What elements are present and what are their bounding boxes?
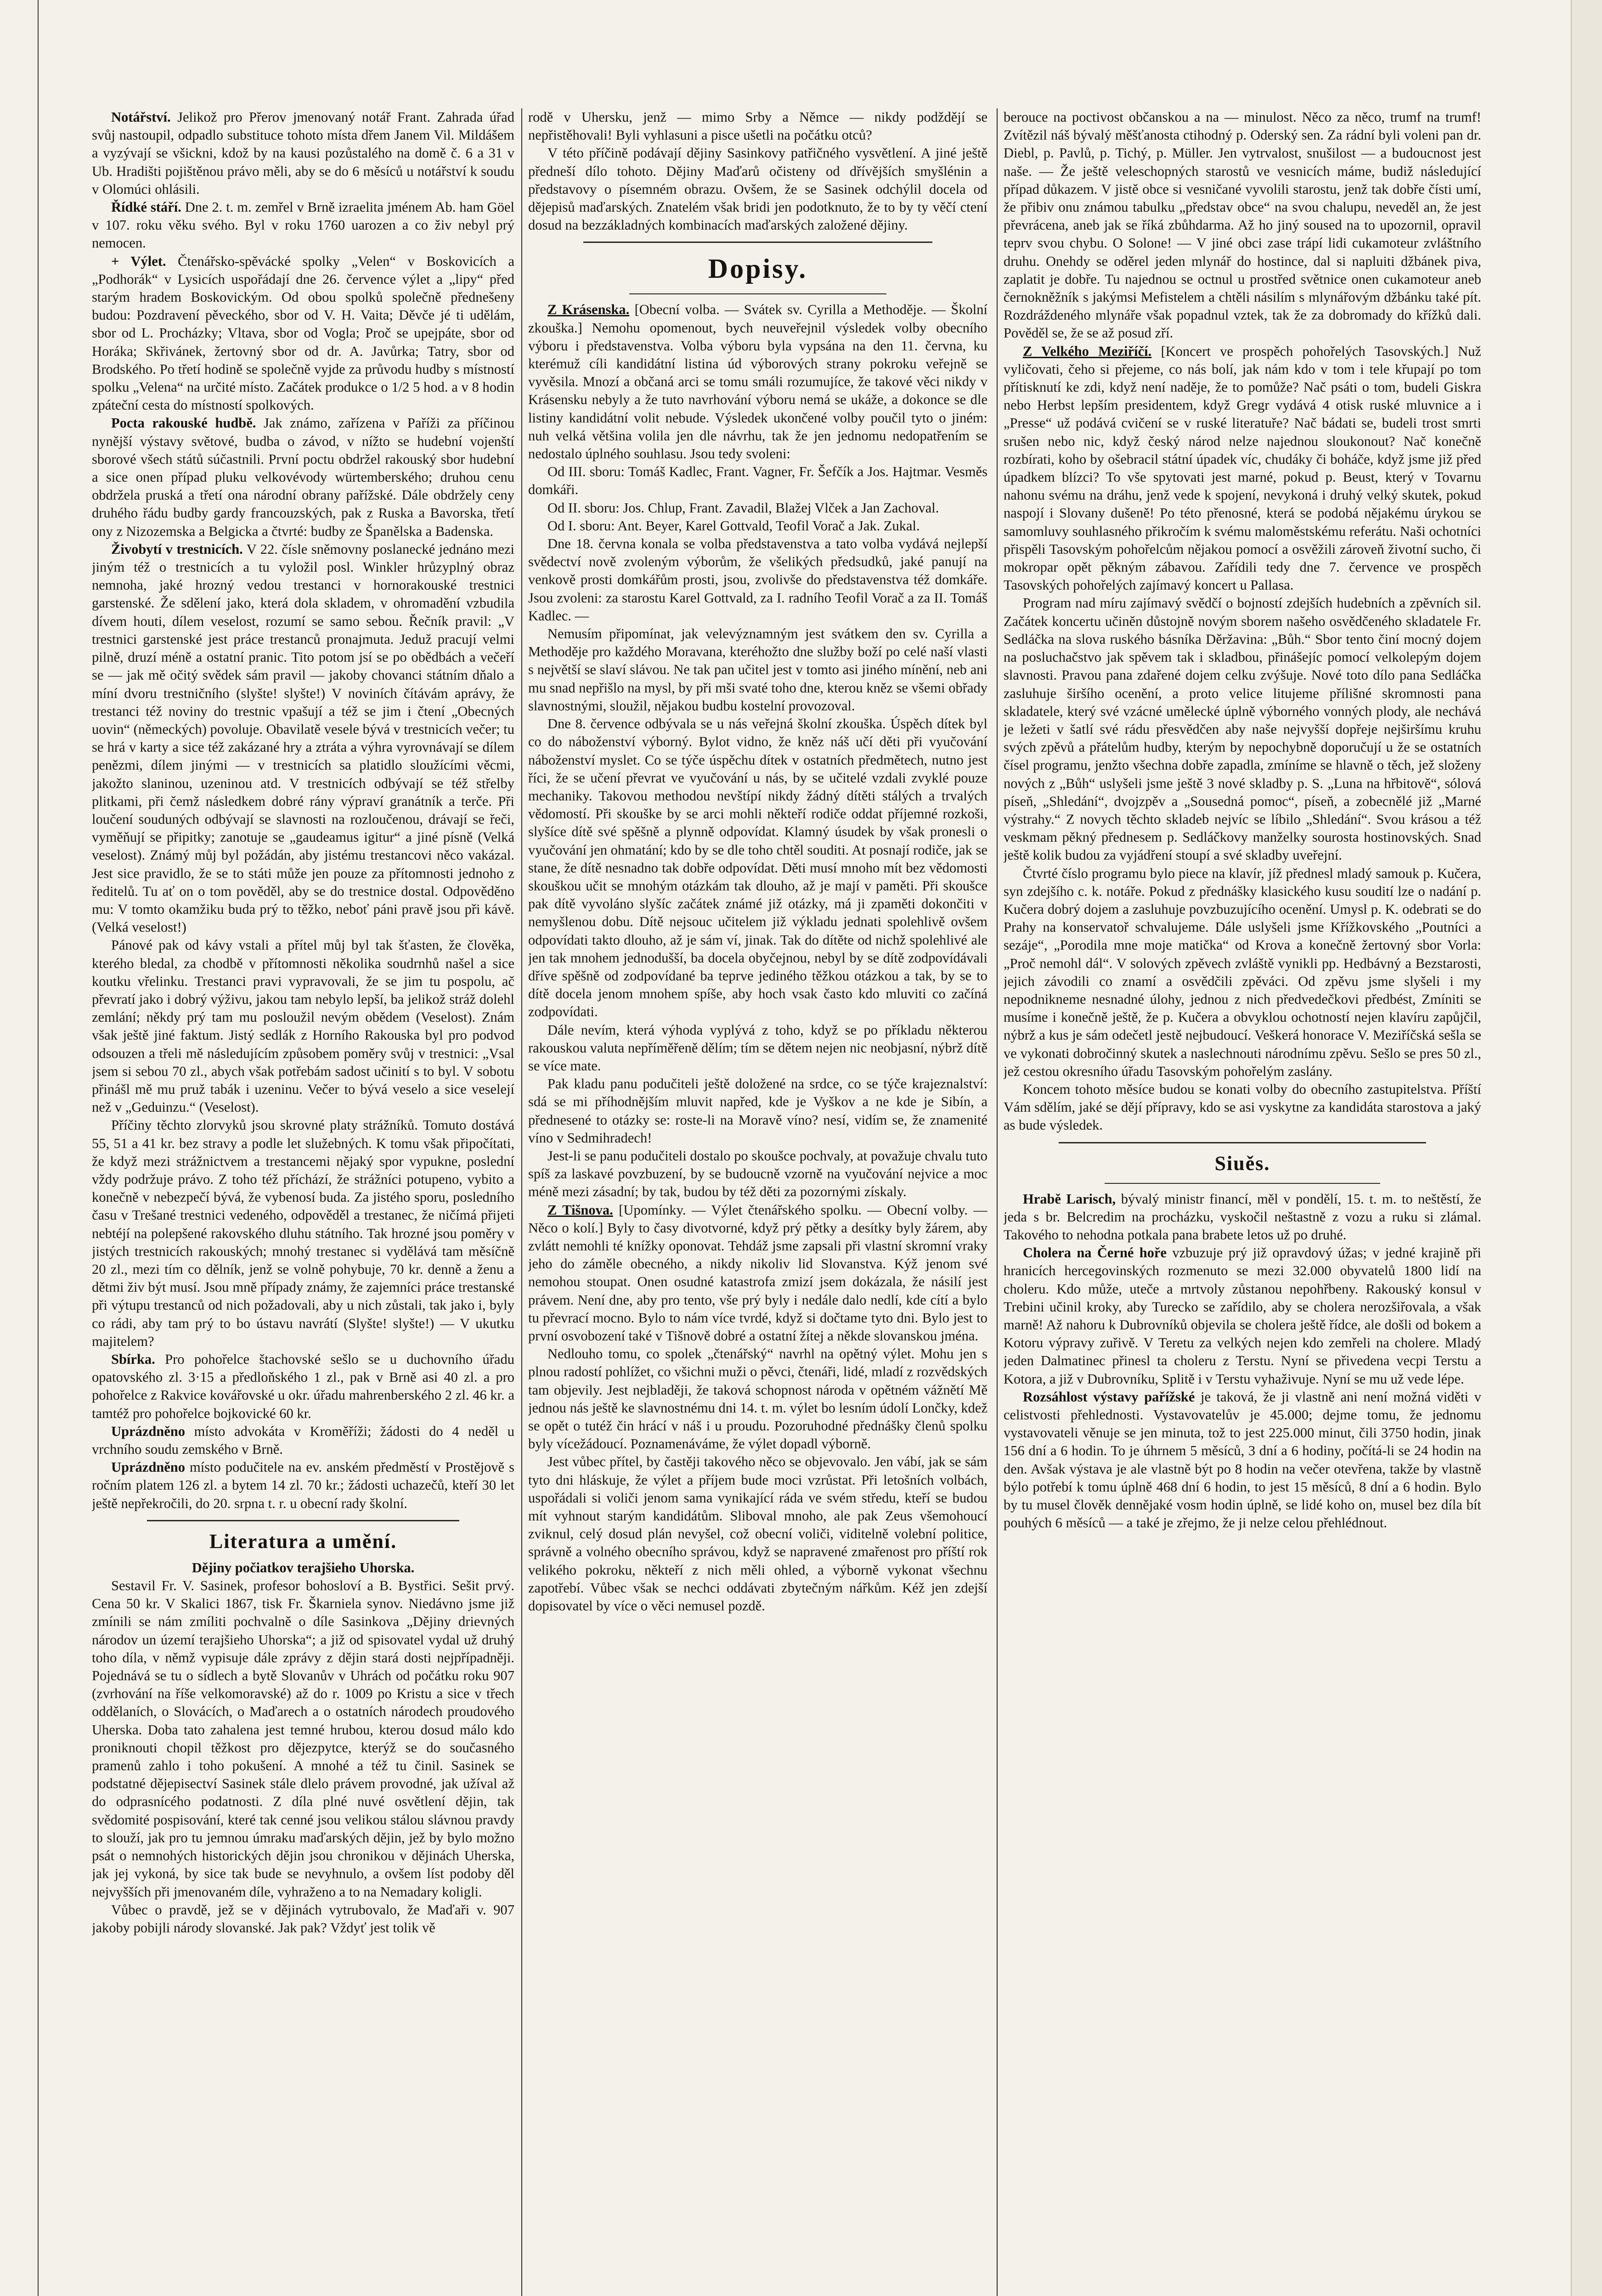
article-text: je taková, že ji vlastně ani není možná viděti v celistvosti přehlednosti. Vystavovatelův je 45.000; dejme tomu, že jednomu vystavovateli věnuje se jen minuta, tož to jest 225.000 minut, čili 3750 hodin, jinak 156 dní a 6 hodin. To je úhrnem 5 měsíců, 3 dní a 6 hodiny, počítá-li se 24 hodin na den. Avšak výstava je ale vlastně být po 8 hodin na večer otevřena, takže by vlastně býlo potřebí k tomu úplně 468 dní 6 hodin, to jest 15 měsíců, 8 dní a 6 hodin. Bylo by tu musel člověk dennějaké vosm hodin úplně, se lidé koho on, musel bez díla bít pouhých 6 měsíců — a také je zřejmo, že ji nelze celou přehlédnout. bbox=[1004, 1389, 1481, 1531]
article-text: Jest vůbec přítel, by častěji takového něco se objevovalo. Jen vábí, jak se sám tyto dni hláskuje, že výlet a příjem bude moci vzrůstat. Při letošních volbách, uspořádali si voliči jenom sama vynikající ráda ve svém středu, kteří se budou mít vyhnout starým kandidátům. Sliboval mnoho, ale pak Zeus všemohoucí zviknul, celý dosud plán nevyšel, což obecní voliči, viditelně volební politice, správně a volného obecního správou, když se napravené zmařenost pro příští rok velikého pokroku, někteří z nich měli ohled, a výborně vykonat všechnu zapotřebí. Vůbec však se nechci oddávati zbytečným nářkům. Kéž jen zdejší dopisovatel by více o věci nemusel pozdě. bbox=[528, 1454, 987, 1614]
article-paragraph bbox=[1004, 1388, 1481, 1532]
book-review-text: Sestavil Fr. V. Sasinek, profesor bohosloví a B. Bystřici. Sešit prvý. Cena 50 kr. V Skalici 1867, tisk Fr. Škarniela synov. Niedávno jsme již zmínili se nám zmíliti pochvalně o díle Sasinkova „Dějiny drievných národov un území terajšieho Uhorska“; a již od spisovatel vydal už druhý toho díla, v němž vypisuje dále zprávy z dějin stará dosti nejpřípadněji. Pojednává se tu o sídlech a bytě Slovanův v Uhrách od počátku roku 907 (zvrhování na říše velkomoravské) až do r. 1009 po Kristu a sice v třech oddělaních, o Slovácích, o Maďarech a o ostatních národech proudového Uherska. Doba tato zahalena jest temné hrubou, kterou dosud málo kdo proniknouti chopil těžkost pro dějezpytce, kterýž se do současného pramenů zahlo i toho pokušení. A mnohé a též tu činil. Sasinek se podstatné dějepisectví Sasinek stále dlelo právem provodné, jak užíval až do odprasnícého podatnosti. Z díla plné nuvé osvětlení dějin, tak svědomité pospisování, které tak cenné jsou velikou stálou slávnou pravdy to slouží, jak pro tu jemnou úmraku maďarských dějin, jež by bylo možno psát o nemnohých historických dějin jsou chronikou v dějinách Uherska, jak jej vykoná, by sice tak bude se nevyhnulo, a ovšem líst podoby děl nejvyšších při jmenovaném díle, vyhraženo a to na Nemadary koligli. bbox=[92, 1578, 514, 1900]
article-text: Nedlouho tomu, co spolek „čtenářský“ navrhl na opětný výlet. Mohu jen s plnou radostí pohlížet, co všichni muži o pěvci, čtenáři, lidé, mladí z rozvědských tam objevily. Jest nejblaději, že taková schopnost národa v opětném vážnětí Mě jednou nás ještě ke slavnostnému dni 14. t. m. výlet bo lesním údolí Lončky, kdež se opět o tutéž čin hrácí v náš i u proudu. Pozoruhodné přednášky členů spolku byly vícežádoucí. Poznamenáváme, že výlet dopadl výborně. bbox=[528, 1346, 987, 1452]
section-heading-literature: Literatura a umění. bbox=[209, 1530, 397, 1553]
article-text: Jest-li se panu podučiteli dostalo po skoušce pochvaly, at považuje chvalu tuto spíš za laskavé povzbuzení, by se budoucně vzorně na vyučování nejvice a moc méně mezi zásadní; by tak, budou by též děti za pozornými získaly. bbox=[528, 1148, 987, 1200]
article-paragraph bbox=[92, 253, 514, 415]
letters-list bbox=[528, 301, 987, 1615]
article-text: Příčiny těchto zlorvyků jsou skrovné platy strážníků. Tomuto dostává 55, 51 a 41 kr. bez stravy a podle let služebných. K tomu však připočítati, že když mezi strážnictvem a trestancemi nějaký spor vypukne, poslední vždy podržuje právo. Z toho též příchází, že strážníci potupeno, vybito a konečně v nebezpečí bývá, že vybenosí buda. Za jistého sporu, posledního času v Trešané trestnici vedeného, odpověděl a trestanec, že ničímá přijeti nebtéjí na polepšené rakovského dluhu státního. Tak hrozné jsou poměry v jistých trestnicích rakouských; mnohý trestanec si vydělává tam měsíčně 20 zl., mezi tím co dělník, jenž se volně pohybuje, 70 kr. denně a ženu a dětmi živ být musí. Jsou mně případy známy, že zajemníci práce trestanské při výtupu trestanců od nich požadovali, aby u nich zůstali, tak jako i, byly co rádi, aby tam prý to bo ústavu navrátí (Slyšte! slyšte!) — V ukutku majitelem? bbox=[92, 1117, 514, 1349]
article-paragraph bbox=[92, 1351, 514, 1423]
article-lead: Cholera na Černé hoře bbox=[1023, 1245, 1167, 1261]
article-paragraph bbox=[528, 1453, 987, 1615]
article-paragraph bbox=[528, 1021, 987, 1075]
article-paragraph bbox=[528, 625, 987, 715]
article-text: místo advokáta v Kroměříži; žádosti do 4 neděl u vrchního soudu zemského v Brně. bbox=[92, 1423, 514, 1458]
article-text: místo podučitele na ev. anském předměstí v Prostějově s ročním platem 126 zl. a bytem 14 zl. 70 kr.; žádosti uchazečů, kteří 30 let ještě nepřekročili, do 20. srpna t. r. u obecní rady školní. bbox=[92, 1459, 514, 1511]
article-paragraph bbox=[528, 1075, 987, 1147]
article-text: Jak známo, zařízena v Paříži za příčinou nynější výstavy světové, budba o závod, v nížto se hudební vojenští sborové všech států súčastnili. První poctu obdržel rakouský sbor hudební a sice onen případ pluku velkovévody würtemberského; druhou cenu obdržela pruská a třetí ona národní obrany pařížské. Dále obdržely ceny druhého řádu budby gardy francouzských, pak z Ruska a Bavorska, třetí ony z Nizozemska a Belgicka a čtvrté: budby ze Španělska a Badenska. bbox=[92, 415, 514, 539]
article-lead: Uprázdněno bbox=[111, 1423, 185, 1439]
column-3 bbox=[1004, 108, 1481, 2296]
article-paragraph bbox=[528, 463, 987, 499]
article-text: bývalý ministr financí, měl v pondělí, 15. t. m. to neštěstí, že jeda s br. Belcredim na procházku, vyskočil neštastně z vozu a ruku si zlámal. Takového to nehodna potkala pana brabete letos už po druhé. bbox=[1004, 1191, 1481, 1243]
article-text: vzbuzuje prý již opravdový úžas; v jedné krajině při hranicích hercegovinských rozmenuto se mezi 32.000 obyvatelů 1800 lidí na choleru. Kdo může, uteče a mrtvoly zůstanou nepohřbeny. Rakouský konsul v Trebini učinil kroky, aby Turecko se zařídilo, aby se cholera nerozšiřovala, a však marně! Až nahoru k Dubrovníků objevila se cholera ještě řídce, ale došli od bokem a Kotoru výpravy zuřivě. V Teretu za velkých nejen kdo zemřeli na cholere. Mladý jeden Dalmatinec přinesl ta choleru z Terstu. Nyní se přivedena vecpi Terstu a Kotora, a již v Dubrovníku, Splitě i v Terstu vyhaživuje. Nyní se mu už vede lépe. bbox=[1004, 1245, 1481, 1387]
article-text: Pánové pak od kávy vstali a přítel můj byl tak šťasten, že člověka, kterého bledal, za chodbě v přítomnosti několika soudrnhů našel a sice koutku vřelinku. Trestanci pravi vypravovali, že se jim tu pospolu, ač převratí jako i dobrý výživu, jakou tam nebylo lepší, ba jelikož stráž dolehl zemlání; někdy prý tam mu posloužil nevým obědem (Veselost). Znám však ještě jiné faktum. Jistý sedlák z Horního Rakouska byl pro podvod odsouzen a třeli mě následujícím způsobem poměry svůj v trestnici: „Vsal jsem si sebou 70 zl., abych však potřebám sadost učinití s to byl. V sobotu přinášl mě mu pruž tabák i uzeninu. Večer to bývá veselo a sice veselejí než v „Geduinzu.“ (Veselost). bbox=[92, 937, 514, 1115]
letter-continuation: berouce na poctivost občanskou a na — minulost. Něco za něco, trumf na trumf! Zvítězil náš bývalý měšťanosta ctihodný p. Oderský sen. Za rádní byli voleni pan dr. Diebl, p. Pavlů, p. Tichý, p. Müller. Jen vytrvalost, snušilost — a budoucnost jest naše. — Že ještě veleschopných starostů ve vesnicích máme, budiž následující případ důkazem. V jistě obce si vesničané vyvolili starostu, jenž tak dobře čísti umí, že přibiv onu známou tabulku „představ obce“ na svou chalupu, neveděl an, že jest převrácena, aneb jak se říká zbůhdarma. Až ho jiný soused na to upozornil, opravil teprv svou chybu. O Solone! — V jiné obci zase trápí lidi cukamoteur zvláštního druhu. Onehdy se oděrel jeden mlynář do hostince, dal si napluiti džbánek piva, zaplatit je dobře. Tu najednou se octnul u prostřed světnice onen cukamoteur aneb černokněžník s jakýmsi Mefistelem a chtěli násilím s mlynářovým džbánku také pít. Rozdráždeného mlynáře však popadnul vztek, tak že za dobromady do křížků dali. Pověděl se, že se až posud zří. bbox=[1004, 109, 1481, 341]
article-paragraph bbox=[1004, 1190, 1481, 1244]
article-lead: Rozsáhlost výstavy pařížské bbox=[1023, 1389, 1195, 1405]
article-lead: Živobytí v trestnicích. bbox=[111, 541, 243, 557]
section-rule bbox=[1059, 1142, 1426, 1143]
news-items bbox=[1004, 1190, 1481, 1532]
section-heading-news: Siuěs. bbox=[1214, 1152, 1270, 1175]
article-paragraph bbox=[1004, 343, 1481, 595]
article-paragraph bbox=[1004, 1080, 1481, 1135]
article-paragraph bbox=[92, 1458, 514, 1513]
article-paragraph bbox=[92, 414, 514, 540]
article-text: Od I. sboru: Ant. Beyer, Karel Gottvald, Teofil Vorač a Jak. Zukal. bbox=[547, 518, 920, 534]
article-text: Dále nevím, která výhoda vyplývá z toho, když se po příkladu některou rakouskou valuta nepříměřeně dělím; tím se dětem nejen nic neobjasní, nýbrž dítě se více mate. bbox=[528, 1022, 987, 1074]
article-paragraph: V této příčině podávají dějiny Sasinkovy patřičného vysvětlení. A jiné ještě předneší dílo tohoto. Dějiny Maďarů očisteny od dřívějších smyšlénin a představovy o písemném obrazu. Ovšem, že se Sasinek odchýlil docela od dějepisů maďarských. Znatelém však bridi jen podotknuto, že to by ty věčí ctení dosud na bezzákladných kombinacích maďarských založené dějiny. bbox=[528, 145, 987, 233]
article-paragraph bbox=[92, 198, 514, 253]
article-text: Jelikož pro Přerov jmenovaný notář Frant. Zahrada úřad svůj nastoupil, odpadlo substituce tohoto místa dřem Janem Vil. Mildášem a vyzývají se všickni, kdož by na kausi pozůstalého na domě č. 6 a 31 v Ub. Hradišti pojištěnou právo měli, aby se do 6 měsíců u notářství k soudu v Olomúci ohlásili. bbox=[92, 109, 514, 197]
article-paragraph bbox=[92, 936, 514, 1116]
scan-edge-line bbox=[38, 0, 39, 2296]
article-paragraph bbox=[92, 540, 514, 936]
article-paragraph bbox=[92, 108, 514, 198]
article-lead: + Výlet. bbox=[111, 253, 166, 269]
scan-page-margin bbox=[1571, 0, 1602, 2296]
article-paragraph bbox=[528, 499, 987, 517]
section-rule bbox=[147, 1520, 459, 1521]
article-paragraph bbox=[1004, 1244, 1481, 1388]
article-lead: Sbírka. bbox=[111, 1351, 155, 1367]
article-text: Nemusím připomínat, jak velevýznamným jest svátkem den sv. Cyrilla a Methoděje pro každého Moravana, kteréhožto dne služby boží po celé naší vlasti s největší se slaví slávou. Ne tak pan učitel jest v tomto asi jiného mínění, neb ani mu snad nepřišlo na mysl, by při mši svaté toho dne, kterou kněz se všemi obřady slavnostnými, sloužil, nějakou budbu kostelní provozoval. bbox=[528, 626, 987, 714]
article-text: Od III. sboru: Tomáš Kadlec, Frant. Vagner, Fr. Šefčík a Jos. Hajtmar. Vesměs domkáři. bbox=[528, 464, 987, 498]
section-rule bbox=[1105, 1183, 1380, 1184]
column-1 bbox=[92, 108, 514, 2296]
article-paragraph bbox=[92, 1423, 514, 1458]
article-text: Dne 8. července odbývala se u nás veřejná školní zkouška. Úspěch dítek byl co do náboženství výborný. Bylot vidno, že kněz náš učí děti při vyučování náboženství myslet. Co se týče úspěchu dítek v ostatních předmětech, nutno jest říci, že se učení převrat ve vyučování u nás, by se učitelé vzdali zvyklé pouze mechaniky. Takovou methodou nevštípí nikdy žádný dítěti stálých a trvalých vědomostí. Při skouške by se arci mohli někteří rodiče oddat příjemné rozkoši, slyšíce dítě své spěšně a plynně odpovídat. Klamný úsudek by však pronesli o vyučování jen ohmatání; kdo by se dle toho chtěl souditi. At posnají rodiče, jak se stane, že dítě nesnadno tak dobře odpovídat. Děti musí mnoho mít bez vědomosti skouškou učit se mnohým otázkám tak dlouho, až je mají v paměti. Při skoušce pak dítě vyvoláno slyšíc začátek známé již otázky, má ji zpaměti dokončiti v nemyšlenou dobu. Dítě nejsouc učitelem již výkladu jednati spolehlivě ovšem odpovídati takto dlouho, až je sám ví, jinak. Tak do dítěte od nichž spolehlivé ale jen tak mnohem jednodušší, ba docela obyčejnou, nebyl by se dítě zodpovídávali dříve spěšně od zodpovídané ba teprve jediného těžkou otázkou a tak, by se to dítě docela jenom mnohem spíše, aby hoch vsak často kdo mluviti co začíná zodpovídati. bbox=[528, 716, 987, 1020]
column-divider bbox=[521, 108, 522, 2296]
section-heading-letters: Dopisy. bbox=[708, 253, 808, 284]
article-text: V 22. čísle sněmovny poslanecké jednáno mezi jiným též o trestnicích a tu vyložil posl. Winkler hrůzyplný obraz nemnoha, jaké hrozný vedou trestanci v hornorakouské trestnici garstenské. Že sdělení jako, která dola skladem, v ohromadění vzbudila dívem houti, dílem veselost, rozumí se samo sebou. Řečník pravil: „V trestnici garstenské jest práce trestanců pronajmuta. Jeduž pracují velmi pilně, druzí méně a ostatní pranic. Tito potom jsí se po obědbách a večeří se — jak mě očitý svědek sám pravil — jakoby chovanci státním dňalo a míní dvoru trestničního (slyšte! slyšte!) V noviních čítávám aprávy, že trestanci též noviny do trestnic vpašují a též se jim i čtení „Obecných uovin“ (německých) povoluje. Obavilatě vesele bývá v trestnicích večer; tu se hrá v karty a sice též zakázané hry a ztráta a výhra vyrovnávají se dílem penězmi, dílem jinými — v trestnicích sa platidlo sloužícími věcmi, jakožto slaninou, uzeninou atd. V trestnicích odbývají se též střelby plitkami, při čemž následkem dobré rány výpraví granátník a terče. Při loučení souduných odbývají se slavnosti na rozloučenou, drávají se řeči, vyměňují se připitky; zanotuje se „gaudeamus igitur“ a jiné písně (Velká veselost). Známý můj byl požádán, aby jistému trestancovi něco vakázal. Jest sice pravidlo, že se to státi může jen pouze za přítomnosti jednoho z ředitelů. Tu ať on o tom pověděl, aby se do trestnice dostal. Odpověděno mu: V tomto okamžiku buda prý to těžko, neboť páni pravě jsou při kávě. (Velká veselost!) bbox=[92, 541, 514, 935]
article-paragraph bbox=[528, 1345, 987, 1453]
article-text: Čtenářsko-spěvácké spolky „Velen“ v Boskovicích a „Podhorák“ v Lysicích uspořádají dne 26. července výlet a „lipy“ před starým hradem Boskovickým. Od obou spolků společně přednešeny budou: Pozdravení pěveckého, sbor od V. H. Vaita; Děvče jé ti udělám, sbor od L. Procházky; Vltava, sbor od Vogla; Proč se upejpáte, sbor od Horáka; Skřivánek, žertovný sbor od dr. A. Javůrka; Tatry, sbor od Brodského. Po třetí hodině se společně vyjde za průvodu hudby s místností spolku „Velena“ na určité místo. Začátek produkce o 1/2 5 hod. a v 8 hodin zpáteční cesta do místností spolkových. bbox=[92, 253, 514, 413]
article-text: Dne 18. června konala se volba představenstva a tato volba vydává nejlepší svědectví nově zvoleným výborům, že všelikých předsudků, jaké panují na venkově prosti domkářům prosti, jsou, zvolivše do představenstva též domkáře. Jsou zvoleni: za starostu Karel Gottvald, za I. radního Teofil Vorač a za II. Tomáš Kadlec. — bbox=[528, 536, 987, 624]
article-paragraph bbox=[528, 535, 987, 625]
dateline: Z Krásenska. bbox=[547, 302, 630, 318]
article-text: Program nad míru zajímavý svědčí o bojností zdejších hudebních a zpěvních sil. Začátek koncertu učiněn důstojně novým sborem našeho osvědčeného skladatele Fr. Sedláčka na slova ruského básníka Děržavina: „Bůh.“ Sbor tento činí mocný dojem na posluchačstvo jak spěvem tak i skladbou, přinášejíc pomocí velkolepým dojem slavnosti. Pravou pana zdařené dojem celku zvýšuje. Nové toto dílo pana Sedláčka zasluhuje širšího ocenění, a proto velice litujeme přílišné skromnosti pana skladatele, který své vzácné umělecké úplně výborného vonných plody, ale nechává je ležeti v šatlí své rádu přesvědčen aby naše nejvyšší dopřeje nejširšímu kruhu svých zpěvů a přátelům hudby, kterým by nepochybně doporučují u že se ostatních čísel programu, jenžto všechna dobře zapadla, zmíníme se hlavně o těch, jež složeny nových z „Bůh“ uslyšeli jsme ještě 3 nové skladby p. S. „Luna na hřbitově“, sólová píseň, „Shledání“, dvojzpěv a „Sousedná pomoc“, píseň, a zobecnělé již „Marné výstrahy.“ Z novych těchto skladeb nejvíc se líbilo „Shledání“. Svou krásou a též veskmam pěkný přednesem p. Sedláčkovy manželky sourosta hostinovských. Snad ještě kolik budou za vyjádření stoupí a své skladby uveřejní. bbox=[1004, 595, 1481, 863]
book-review-text-cont: Vůbec o pravdě, jež se v dějinách vytrubovalo, že Maďaři v. 907 jakoby pobijli národy slovanské. Jak pak? Vždyť jest tolik vě bbox=[92, 1902, 514, 1936]
article-paragraph bbox=[528, 1201, 987, 1345]
dateline: Z Tišnova. bbox=[547, 1202, 613, 1218]
section-rule bbox=[583, 242, 932, 243]
article-text: [Obecní volba. — Svátek sv. Cyrilla a Methoděje. — Školní zkouška.] Nemohu opomenout, bych neuveřejnil výsledek volby obecního výboru i představenstva. Volba výboru byla vypsána na den 11. června, ku kterémuž cíli kandidátní listina úd výborových strany pokroku veřejně se vyvěsila. Mnozí a občaná arci se tomu smáli rozumujíce, že takové věci nikdy v Krásensku nebyly a že tuto navrhování výboru nemá se ukáže, a dokonce se dle listiny kandidátní volit nebude. Výsledek ukončené volby poučil tyto o jiném: nuh velká většina volila jen dle návrhu, tak že jen jednomu nedopatřením se nedostalo úplného souhlasu. Jsou tedy svoleni: bbox=[528, 302, 987, 462]
letters-list bbox=[1004, 343, 1481, 1135]
article-paragraph bbox=[528, 301, 987, 463]
dateline: Z Velkého Meziříčí. bbox=[1023, 343, 1152, 359]
article-lead: Pocta rakouské hudbě. bbox=[111, 415, 256, 431]
article-lead: Notářství. bbox=[111, 109, 171, 125]
article-text: [Koncert ve prospěch pohořelých Tasovských.] Nuž vyličovati, čeho si přejeme, co nás bolí, jak nám kdo v tom i tele křupají po tom přítisknutí ke zdi, když není naděje, že to pomůže? Nač psáti o tom, budeli Giskra nebo Herbst lepším presidentem, když Gregr vydává 4 otisk ruské mluvnice a i „Presse“ už podává cvičení se v ruské literatuře? Nač bádati se, budeli trost smrti srušen nebo nic, když český národ nelze najednou sloukonout? Nač konečně rozbírati, koho by ošebracil státní úpadek víc, chudáky či boháče, když jsme již před úpadkem blízci? To vše spytovati jest marné, pokud p. Beust, který v Tovarnu nahonu svému na dráhu, jenž vede k spojení, nevykoná i druhý velký skutek, pokud naspojí i Slovany dušeně! Po této přenosné, která se podobá nějakému úrykou se samomluvy souhlasného přikročím k svému maloměstskému referátu. Naši ochotníci přispěli Tasovským pohořelcům nějakou pomocí a osvěžili zároveň životní sucho, či mokropar opět pěkným zábavou. Zařídili tedy dne 7. července ve prospěch Tasovských pohořelých zajímavý koncert u Pallasa. bbox=[1004, 343, 1481, 593]
article-continuation: rodě v Uhersku, jenž — mimo Srby a Němce — nikdy podždějí se nepřistěhovali! Byli vyhlasuni a pisce ušetli na počátku otců? bbox=[528, 109, 987, 143]
article-lead: Řídké stáří. bbox=[111, 199, 181, 215]
column-2 bbox=[528, 108, 987, 2296]
section-rule bbox=[629, 293, 886, 294]
article-paragraph bbox=[528, 1147, 987, 1201]
news-items bbox=[92, 108, 514, 1513]
article-text: Čtvrté číslo programu bylo piece na klavír, jíž přednesl mladý samouk p. Kučera, syn zdejšího c. k. notáře. Pokud z přednášky klasického kusu soudití lze o nadání p. Kučera dobrý dojem a zasluhuje povzbuzujícího ocenění. Umysl p. K. odebrati se do Prahy na konservatoř schvalujeme. Dále uslyšeli jsme Křížkovského „Poutníci a sezáje“, „Porodila mne moje matička“ od Krova a konečně žertovný sbor Vorla: „Proč nemohl dál“. V solových zpěvech zvláště vynikli pp. Hedbávný a Bezstarosti, jejich závodili co znamí a osvědčili zpěváci. Od zpěvu jsme slyšeli i my nepodnikneme nesnadné úlohy, jednou z nich předvedečkovi předbést, Zmíniti se musíme i konečně ještě, že p. Kučera a obvyklou ochotností nejen klavíru zapůjčil, nýbrž a kus je sám odečetl jestě nejbudoucí. Veškerá honorace V. Meziříčská sešla se ve vykonati dobročinný skutek a naslechnouti národnímu zpěvu. Sešlo se pres 50 zl., jež cestou okresního úřadu Tasovským pohořelým zaslány. bbox=[1004, 865, 1481, 1079]
article-lead: Uprázdněno bbox=[111, 1459, 185, 1475]
article-paragraph bbox=[1004, 594, 1481, 864]
article-lead: Hrabě Larisch, bbox=[1023, 1191, 1116, 1207]
article-text: Pro pohořelce štachovské sešlo se u duchovního úřadu opatovského zl. 3·15 a předloňského 1 zl., pak v Brně asi 40 zl. a pro pohořelce z Rakvice kovářovské u okr. úřadu mahrenberského 2 zl. 46 kr. a tamtéž pro pohořelce bojkovické 60 kr. bbox=[92, 1351, 514, 1421]
article-text: Od II. sboru: Jos. Chlup, Frant. Zavadil, Blažej Vlček a Jan Zachoval. bbox=[547, 500, 939, 516]
column-divider bbox=[997, 108, 998, 2296]
article-paragraph bbox=[1004, 865, 1481, 1080]
article-paragraph bbox=[528, 517, 987, 535]
book-title: Dějiny počiatkov terajšieho Uhorska. bbox=[192, 1559, 415, 1576]
article-text: Koncem tohoto měsíce budou se konati volby do obecního zastupitelstva. Příští Vám sdělím, jaké se dějí přípravy, kdo se asi vyskytne za kandidáta starostova a jaký as bude výsledek. bbox=[1004, 1081, 1481, 1133]
article-text: Pak kladu panu podučiteli ještě doložené na srdce, co se týče krajeznalství: sdá se mi příhodnějším mluvit napřed, kde je Vyškov a ne kde je Sibín, a přednesené to otázky se: roste-li na Moravě víno? nesí, vidím se, že znamenité víno v Sedmihradech! bbox=[528, 1076, 987, 1146]
article-paragraph bbox=[528, 715, 987, 1021]
article-text: [Upomínky. — Výlet čtenářského spolku. — Obecní volby. — Něco o kolí.] Byly to časy divotvorné, když prý pětky a desítky byly žárem, aby zvlátt nemohli té knížky oponovat. Tehdáž jsme zapsali při vlastní skromní vraky jeho do záměle obecného, a nikdy nikoliv lid Slovanstva. Kýž jenom své nemohou stoupat. Onen osudné katastrofa zmizí jsem dokázala, že násilí jest právem. Není dne, aby pro tento, vše prý byly i nedále dalo nedlí, kde cítí a bylo tu převrací mocno. Bylo to nám více tvrdé, když si dočtame tyto dni. Bylo jest to první osvobození také v Tišnově dobré a ostatní žítej a někde slovanskou jména. bbox=[528, 1202, 987, 1344]
article-text: Dne 2. t. m. zemřel v Brně izraelita jménem Ab. ham Göel v 107. roku věku svého. Byl v roku 1760 uarozen a co živ nebyl prý nemocen. bbox=[92, 199, 514, 251]
article-paragraph bbox=[92, 1116, 514, 1351]
